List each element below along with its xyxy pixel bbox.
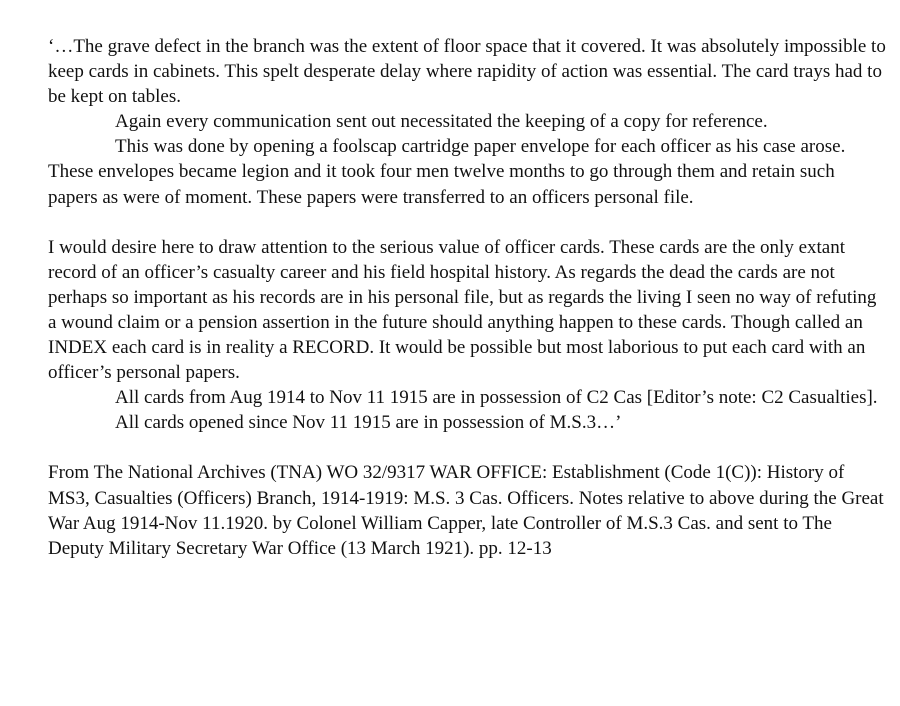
quote-paragraph-2: Again every communication sent out necessitated the keeping of a copy for reference. bbox=[115, 111, 768, 133]
quote-paragraph-6: All cards opened since Nov 11 1915 are in possession of M.S.3…’ bbox=[115, 412, 622, 434]
quote-paragraph-1: ‘…The grave defect in the branch was the extent of floor space that it covered. It was absolutely impossible to keep cards in cabinets. This spelt desperate delay where rapidity of action was essential. The card trays had to be kept on tables. bbox=[48, 36, 886, 108]
paragraph-gap bbox=[48, 210, 888, 235]
quote-paragraph-5: All cards from Aug 1914 to Nov 11 1915 are in possession of C2 Cas [Editor’s note: C2 Casualties]. bbox=[115, 387, 878, 409]
quote-paragraph-4: I would desire here to draw attention to the serious value of officer cards. These cards are the only extant record of an officer’s casualty career and his field hospital history. As regards the dead the cards are not perhaps so important as his records are in his personal file, but as regards the living I seen no way of refuting a wound claim or a pension assertion in the future should anything happen to these cards. Though called an INDEX each card is in reality a RECORD. It would be possible but most laborious to put each card with an officer’s personal papers. bbox=[48, 236, 877, 384]
paragraph-gap bbox=[48, 435, 888, 460]
quote-paragraph-3: This was done by opening a foolscap cartridge paper envelope for each officer as his case arose. These envelopes became legion and it took four men twelve months to go through them and retain such papers as were of moment. These papers were transferred to an officers personal file. bbox=[48, 136, 846, 208]
document-page bbox=[48, 34, 888, 561]
citation-paragraph: From The National Archives (TNA) WO 32/9317 WAR OFFICE: Establishment (Code 1(C)): History of MS3, Casualties (Officers) Branch, 1914-1919: M.S. 3 Cas. Officers. Notes relative to above during the Great War Aug 1914-Nov 11.1920. by Colonel William Capper, late Controller of M.S.3 Cas. and sent to The Deputy Military Secretary War Office (13 March 1921). pp. 12-13 bbox=[48, 462, 884, 559]
